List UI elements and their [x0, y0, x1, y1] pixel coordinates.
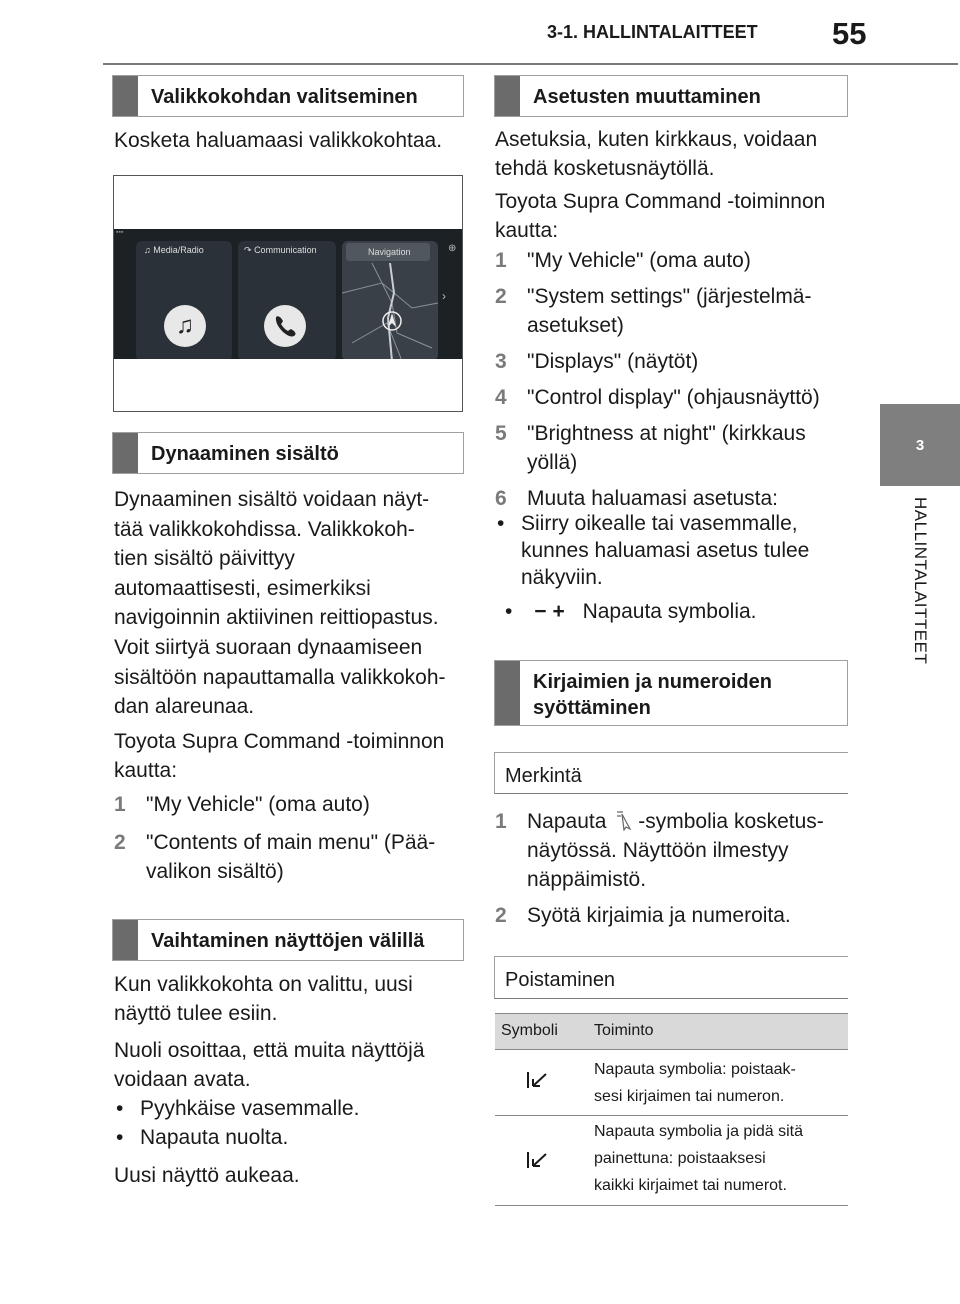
- bullet-item: [114, 1094, 359, 1123]
- step: [495, 383, 820, 412]
- step-number: 3: [495, 350, 507, 373]
- section-header-input: [494, 660, 848, 726]
- step: [495, 419, 820, 477]
- step-number: 6: [495, 487, 507, 510]
- bullet-text: Napauta nuolta.: [140, 1126, 289, 1149]
- section-bar: [495, 661, 520, 725]
- table-cell-text: painettuna: poistaaksesi: [594, 1150, 766, 1167]
- entry-steps: [495, 807, 845, 930]
- step-text: "My Vehicle" (oma auto): [146, 793, 370, 816]
- phone-small-icon: ↷: [244, 245, 252, 255]
- step-text: "Displays" (näytöt): [527, 350, 699, 373]
- table-cell-text: Napauta symbolia: poistaak-: [594, 1061, 796, 1078]
- chapter-title: HALLINTALAITTEET: [911, 497, 930, 665]
- page-number: 55: [832, 16, 867, 51]
- phone-icon: [264, 305, 306, 347]
- paragraph-line: kautta:: [495, 219, 559, 242]
- music-icon: ♫: [164, 305, 206, 347]
- bullet-mark: •: [505, 600, 513, 623]
- chevron-right-icon[interactable]: ›: [442, 289, 446, 303]
- section-header-switch-screens: [112, 919, 464, 961]
- step-text: valikon sisältö): [146, 860, 284, 883]
- subheading-label: Poistaminen: [505, 969, 616, 991]
- phone-handset-icon: [264, 305, 306, 347]
- section-title: Valikkokohdan valitseminen: [151, 86, 418, 108]
- paragraph-line: tehdä kosketusnäytöllä.: [495, 157, 715, 180]
- paragraph-line: sisältöön napauttamalla valikkokoh-: [114, 665, 446, 689]
- table-header: [495, 1013, 848, 1050]
- bullet-mark: •: [116, 1097, 124, 1120]
- bullet-mark: •: [116, 1126, 124, 1149]
- step-text: "System settings" (järjestelmä-: [527, 285, 812, 308]
- navigation-tile[interactable]: [342, 241, 438, 359]
- bullet-mark: •: [497, 512, 505, 535]
- paragraph-line: voidaan avata.: [114, 1068, 251, 1091]
- paragraph-line: Dynaaminen sisältö voidaan näyt-: [114, 488, 430, 511]
- step: [495, 347, 820, 376]
- paragraph-line: automaattisesti, esimerkiksi: [114, 576, 371, 600]
- step-text: Syötä kirjaimia ja numeroita.: [527, 904, 791, 927]
- table-cell-text: sesi kirjaimen tai numeron.: [594, 1088, 785, 1105]
- paragraph: Kosketa haluamaasi valikkokohtaa.: [114, 129, 443, 152]
- chapter-number: 3: [915, 436, 925, 454]
- step-number: 1: [495, 249, 507, 272]
- table-cell-text: kaikki kirjaimet tai numerot.: [594, 1177, 787, 1194]
- step-number: 2: [495, 285, 507, 308]
- media-tile[interactable]: [136, 241, 232, 359]
- bullet-item: [495, 510, 809, 591]
- step-text: "Control display" (ohjausnäyttö): [527, 386, 820, 409]
- table-cell-text: Napauta symbolia ja pidä sitä: [594, 1123, 804, 1140]
- minus-plus-icon: −+: [534, 600, 571, 623]
- symbol-bullet: [505, 597, 757, 626]
- section-title: Asetusten muuttaminen: [533, 86, 761, 108]
- bullet-text: Pyyhkäise vasemmalle.: [140, 1097, 360, 1120]
- section-title: Vaihtaminen näyttöjen välillä: [151, 930, 425, 952]
- status-icon: ▪▪▪: [116, 229, 124, 236]
- paragraph-line: Voit siirtyä suoraan dynaamiseen: [114, 635, 423, 659]
- step: [495, 282, 820, 340]
- section-bar: [113, 920, 138, 960]
- step-text: Napauta: [527, 810, 607, 833]
- step-number: 5: [495, 422, 507, 445]
- backspace-arrow-icon: [525, 1150, 549, 1179]
- screen-illustration: [113, 175, 463, 412]
- bullet-text: Siirry oikealle tai vasemmalle,: [521, 512, 798, 535]
- section-header-dynamic: [112, 432, 464, 474]
- step-number: 1: [495, 810, 507, 833]
- globe-icon: ⊕: [448, 243, 457, 254]
- step: [495, 484, 820, 513]
- step-text: asetukset): [527, 314, 624, 337]
- bullet-text: näkyviin.: [521, 566, 603, 589]
- step: [495, 807, 845, 894]
- step-number: 4: [495, 386, 507, 409]
- paragraph-line: navigoinnin aktiivinen reittiopastus.: [114, 606, 439, 630]
- music-note-icon: ♫: [144, 245, 151, 255]
- step-text: "Brightness at night" (kirkkaus: [527, 422, 806, 445]
- paragraph-line: Toyota Supra Command -toiminnon: [114, 730, 445, 753]
- column-header-function: Toiminto: [594, 1022, 654, 1039]
- paragraph-line: dan alareunaa.: [114, 695, 255, 719]
- section-title: [533, 669, 772, 721]
- tile-label: Navigation: [346, 243, 430, 261]
- paragraph-line: Nuoli osoittaa, että muita näyttöjä: [114, 1039, 425, 1062]
- section-bar: [495, 76, 520, 116]
- bullet-item: [114, 1123, 359, 1152]
- tile-label: Communication: [254, 245, 317, 255]
- step-text: -symbolia kosketus-: [638, 810, 824, 833]
- section-title-line: syöttäminen: [533, 697, 651, 719]
- step-text: "My Vehicle" (oma auto): [527, 249, 751, 272]
- step-number: 1: [114, 793, 126, 816]
- section-header-settings: [494, 75, 848, 117]
- section-bar: [113, 433, 138, 473]
- paragraph: Uusi näyttö aukeaa.: [114, 1164, 300, 1187]
- step-number: 2: [495, 904, 507, 927]
- bullet-text: kunnes haluamasi asetus tulee: [521, 539, 810, 562]
- paragraph-line: Toyota Supra Command -toiminnon: [495, 190, 826, 213]
- paragraph-line: tien sisältö päivittyy: [114, 547, 295, 571]
- step: [495, 901, 845, 930]
- bullet-text: Napauta symbolia.: [582, 600, 757, 623]
- column-header-symbol: Symboli: [501, 1022, 558, 1039]
- section-title: Dynaaminen sisältö: [151, 443, 339, 465]
- step: [114, 790, 435, 819]
- step-text: näppäimistö.: [527, 868, 647, 891]
- step-text: näytössä. Näyttöön ilmestyy: [527, 839, 789, 862]
- step: [114, 828, 435, 886]
- chapter-tab: [880, 404, 960, 486]
- step-number: 2: [114, 831, 126, 854]
- paragraph-line: Kun valikkokohta on valittu, uusi: [114, 973, 413, 996]
- subheading-delete: [494, 956, 848, 999]
- backspace-arrow-icon: [525, 1070, 549, 1099]
- step: [495, 246, 820, 275]
- step-text: "Contents of main menu" (Pää-: [146, 831, 436, 854]
- paragraph-line: Asetuksia, kuten kirkkaus, voidaan: [495, 128, 818, 151]
- paragraph-line: tää valikkokohdissa. Valikkokoh-: [114, 517, 415, 541]
- section-header-menu-select: [112, 75, 464, 117]
- table-row: [495, 1116, 848, 1206]
- table-row: [495, 1050, 848, 1116]
- subheading-entry: [494, 752, 848, 794]
- step-text: Muuta haluamasi asetusta:: [527, 487, 778, 510]
- paragraph-line: näyttö tulee esiin.: [114, 1002, 278, 1025]
- paragraph-line: kautta:: [114, 759, 178, 782]
- running-header: 3-1. HALLINTALAITTEET: [547, 22, 758, 42]
- section-bar: [113, 76, 138, 116]
- subheading-label: Merkintä: [505, 765, 582, 787]
- map-icon: [342, 263, 438, 359]
- tile-label: Media/Radio: [153, 245, 204, 255]
- communication-tile[interactable]: [238, 241, 336, 359]
- keyboard-pointer-icon: [614, 809, 636, 831]
- header-rule: [103, 63, 958, 65]
- section-title-line: Kirjaimien ja numeroiden: [533, 671, 772, 693]
- step-text: yöllä): [527, 451, 578, 474]
- control-display: [114, 229, 462, 359]
